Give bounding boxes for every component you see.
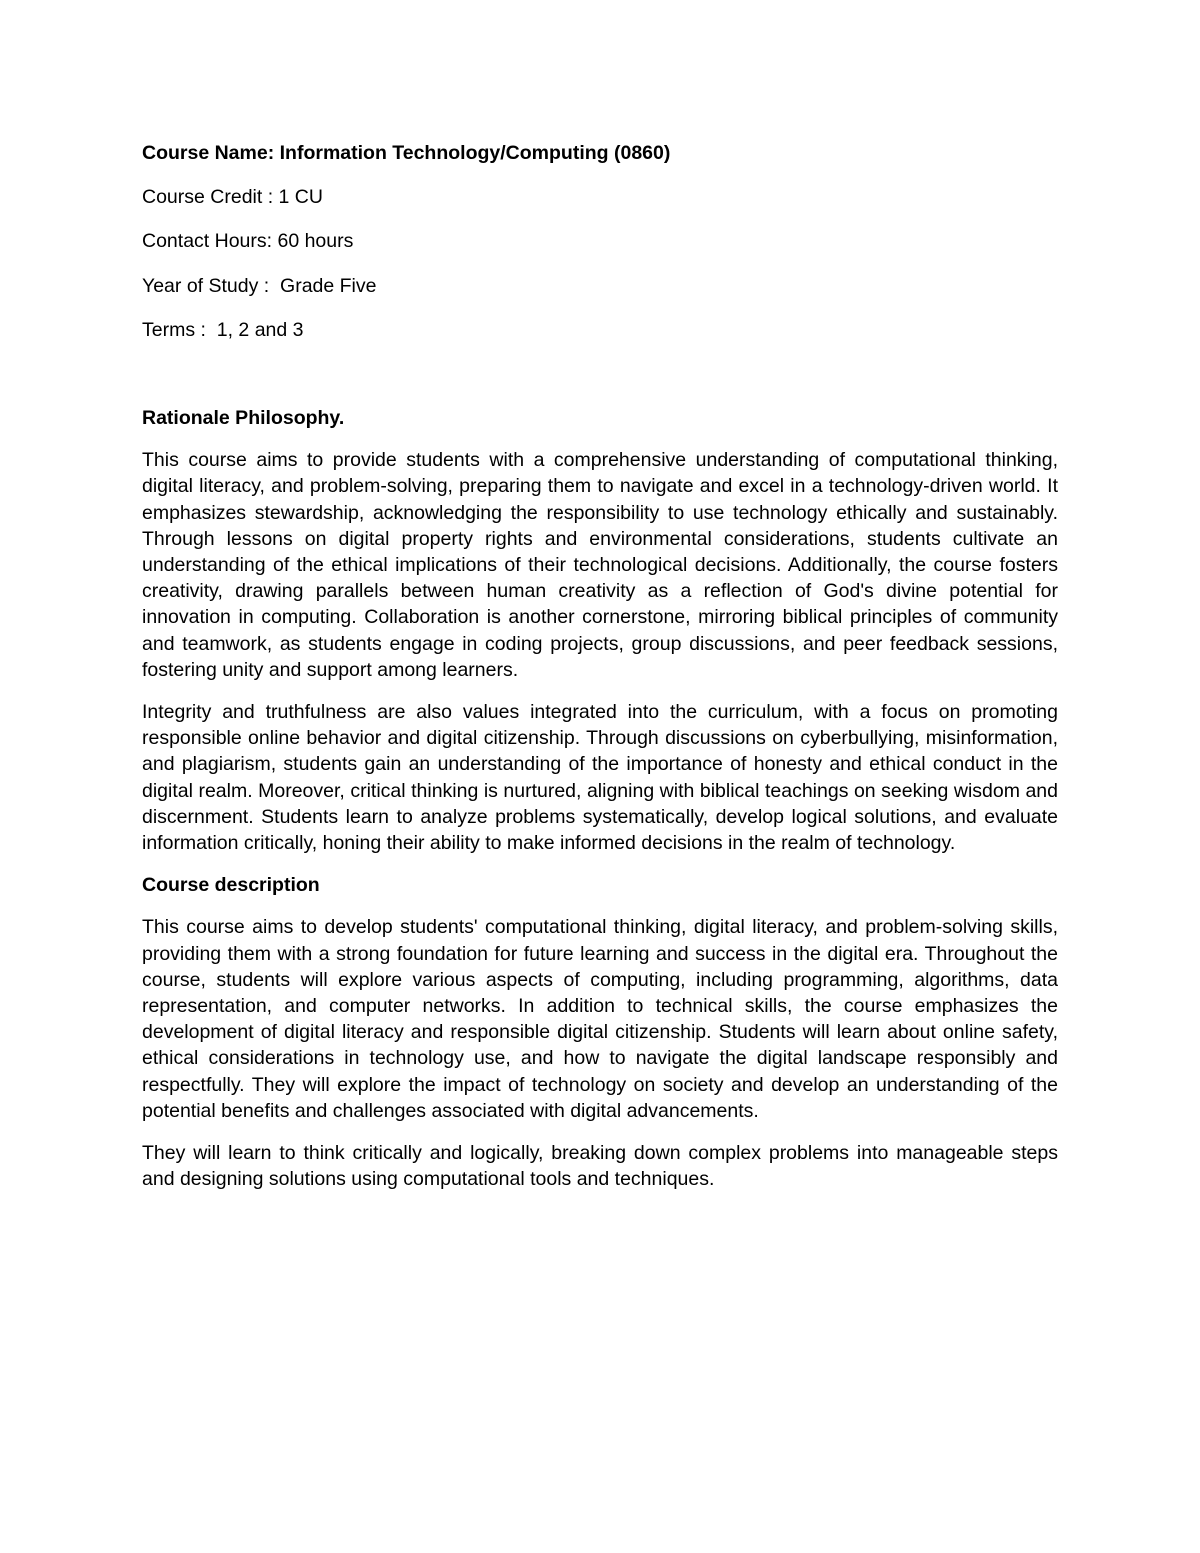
rationale-paragraph-1: This course aims to provide students with a comprehensive understanding of computational thinking, digital literacy, and problem-solving, preparing them to navigate and excel in a technology-driven world. It emphasizes stewardship, acknowledging the responsibility to use technology ethically and sustainably. Through lessons on digital property rights and environmental considerations, students cultivate an understanding of the ethical implications of their technological decisions. Additionally, the course fosters creativity, drawing parallels between human creativity as a reflection of God's divine potential for innovation in computing. Collaboration is another cornerstone, mirroring biblical principles of community and teamwork, as students engage in coding projects, group discussions, and peer feedback sessions, fostering unity and support among learners. — [142, 449, 1058, 681]
course-description-paragraph-1: This course aims to develop students' computational thinking, digital literacy, and problem-solving skills, providing them with a strong foundation for future learning and success in the digital era. Throughout the course, students will explore various aspects of computing, including programming, algorithms, data representation, and computer networks. In addition to technical skills, the course emphasizes the development of digital literacy and responsible digital citizenship. Students will learn about online safety, ethical considerations in technology use, and how to navigate the digital landscape responsibly and respectfully. They will explore the impact of technology on society and develop an understanding of the potential benefits and challenges associated with digital advancements. — [142, 916, 1058, 1122]
rationale-heading: Rationale Philosophy. — [142, 407, 345, 430]
year-of-study-line: Year of Study : Grade Five — [142, 274, 377, 297]
rationale-paragraph-2: Integrity and truthfulness are also values integrated into the curriculum, with a focus on promoting responsible online behavior and digital citizenship. Through discussions on cyberbullying, misinformation, and plagiarism, students gain an understanding of the importance of honesty and ethical conduct in the digital realm. Moreover, critical thinking is nurtured, aligning with biblical teachings on seeking wisdom and discernment. Students learn to analyze problems systematically, develop logical solutions, and evaluate information critically, honing their ability to make informed decisions in the realm of technology. — [142, 701, 1058, 855]
course-description-paragraph-2: They will learn to think critically and logically, breaking down complex problems into manageable steps and designing solutions using computational tools and techniques. — [142, 1142, 1058, 1191]
terms-line: Terms : 1, 2 and 3 — [142, 318, 304, 341]
course-description-heading: Course description — [142, 874, 320, 897]
course-name-heading: Course Name: Information Technology/Computing (0860) — [142, 142, 671, 164]
document-page — [142, 140, 1058, 1193]
contact-hours-line: Contact Hours: 60 hours — [142, 230, 354, 253]
course-credit-line: Course Credit : 1 CU — [142, 186, 323, 209]
